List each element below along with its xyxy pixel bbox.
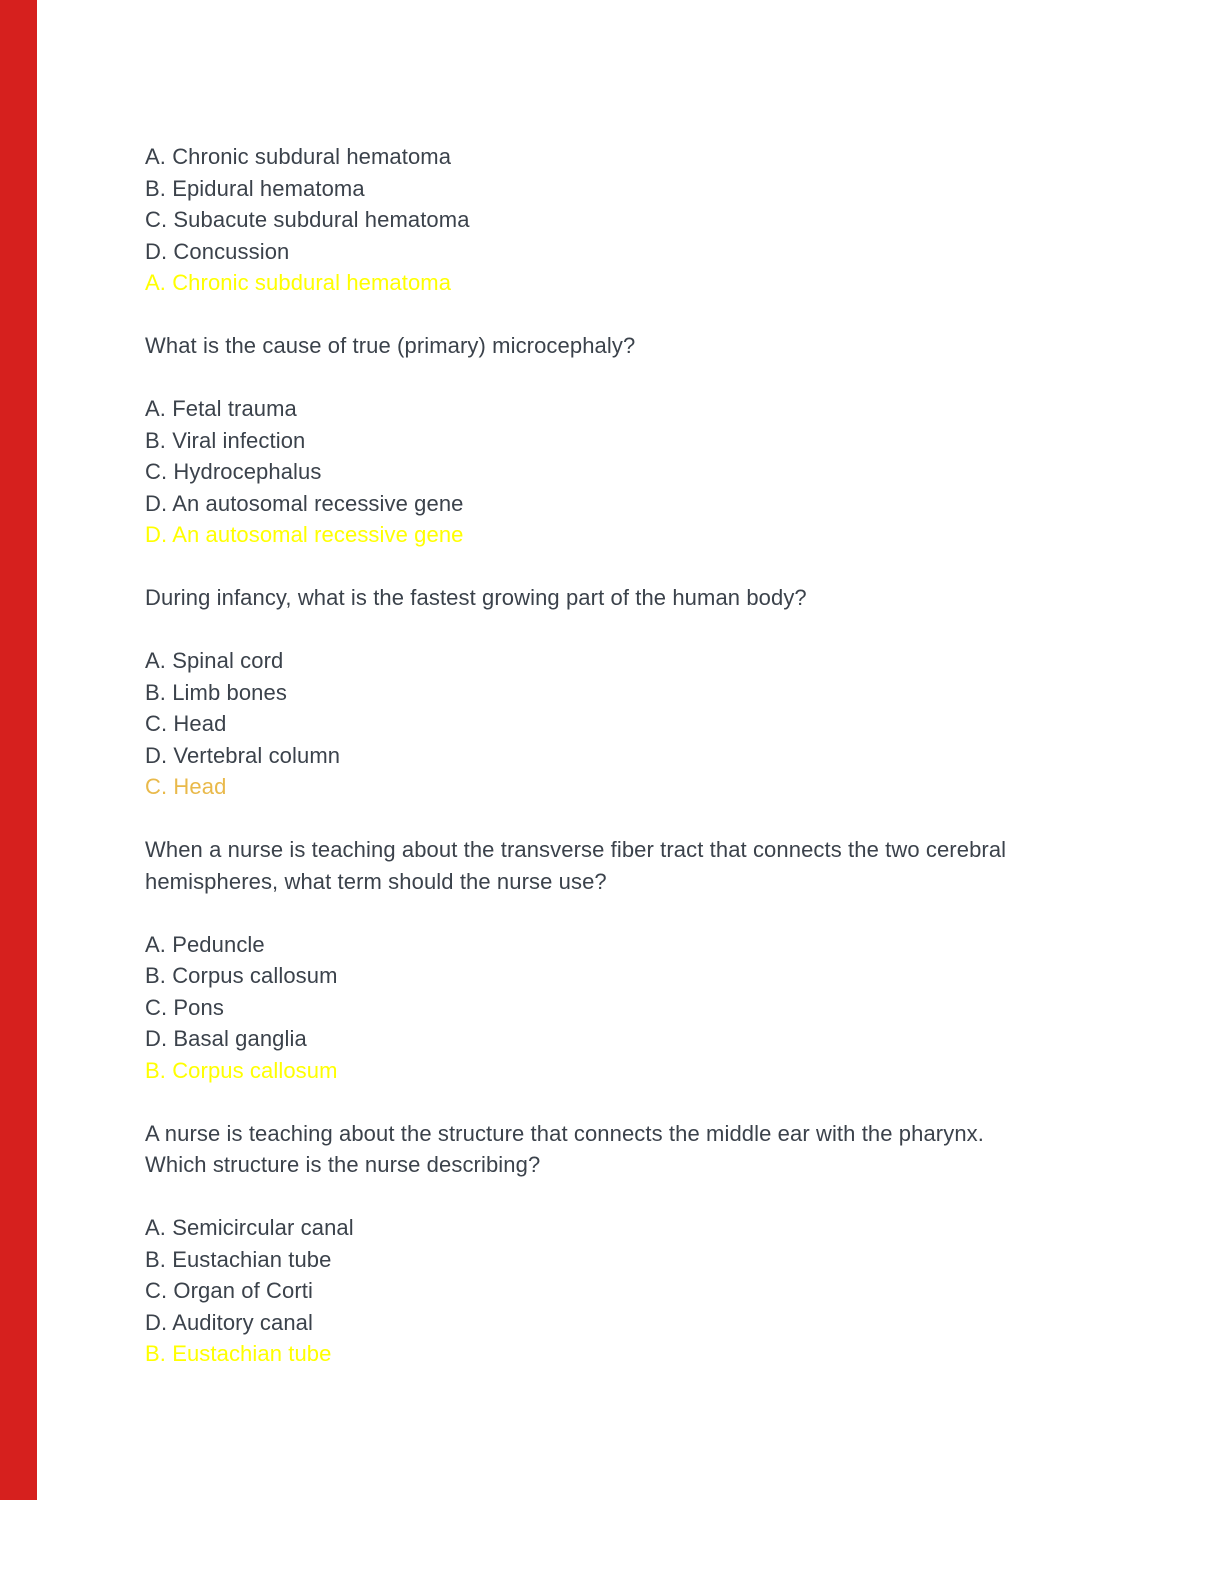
question-block: [145, 330, 1090, 551]
question-block: [145, 141, 1090, 299]
option-line: C. Pons: [145, 994, 224, 1020]
answer-line: B. Corpus callosum: [145, 1057, 338, 1083]
option-line: C. Organ of Corti: [145, 1278, 313, 1303]
answer-line: A. Chronic subdural hematoma: [145, 270, 452, 295]
option-line: C. Hydrocephalus: [145, 459, 322, 484]
question-line: Which structure is the nurse describing?: [145, 1152, 541, 1177]
questions-container: [145, 141, 1090, 1401]
option-line: D. Vertebral column: [145, 742, 341, 768]
question-line: When a nurse is teaching about the transverse fiber tract that connects the two cerebral: [145, 837, 1007, 862]
option-line: D. Auditory canal: [145, 1309, 314, 1335]
question-text: [145, 582, 1090, 614]
question-line: What is the cause of true (primary) microcephaly?: [145, 333, 636, 358]
question-block: [145, 834, 1090, 1086]
question-text: [145, 1118, 1090, 1181]
option-line: B. Viral infection: [145, 427, 306, 453]
option-line: D. Concussion: [145, 238, 290, 264]
option-line: A. Peduncle: [145, 931, 265, 957]
option-line: A. Fetal trauma: [145, 396, 297, 421]
answer-line: B. Eustachian tube: [145, 1341, 332, 1366]
question-line: hemispheres, what term should the nurse use?: [145, 868, 607, 894]
red-edge-bar: [0, 0, 37, 1500]
question-block: [145, 582, 1090, 803]
option-line: B. Limb bones: [145, 679, 287, 705]
option-line: C. Head: [145, 711, 227, 736]
question-line: A nurse is teaching about the structure that connects the middle ear with the pharynx.: [145, 1120, 984, 1146]
answer-line: C. Head: [145, 774, 227, 799]
option-line: D. An autosomal recessive gene: [145, 490, 464, 516]
question-text: [145, 330, 1090, 362]
option-line: A. Semicircular canal: [145, 1215, 354, 1240]
question-block: [145, 1118, 1090, 1370]
option-line: B. Corpus callosum: [145, 963, 338, 988]
option-line: B. Eustachian tube: [145, 1246, 332, 1272]
option-line: A. Spinal cord: [145, 648, 284, 673]
question-line: During infancy, what is the fastest growing part of the human body?: [145, 585, 807, 610]
question-text: [145, 834, 1090, 897]
answer-line: D. An autosomal recessive gene: [145, 522, 464, 547]
option-line: A. Chronic subdural hematoma: [145, 144, 452, 169]
option-line: B. Epidural hematoma: [145, 175, 365, 201]
option-line: C. Subacute subdural hematoma: [145, 207, 470, 232]
option-line: D. Basal ganglia: [145, 1026, 307, 1051]
